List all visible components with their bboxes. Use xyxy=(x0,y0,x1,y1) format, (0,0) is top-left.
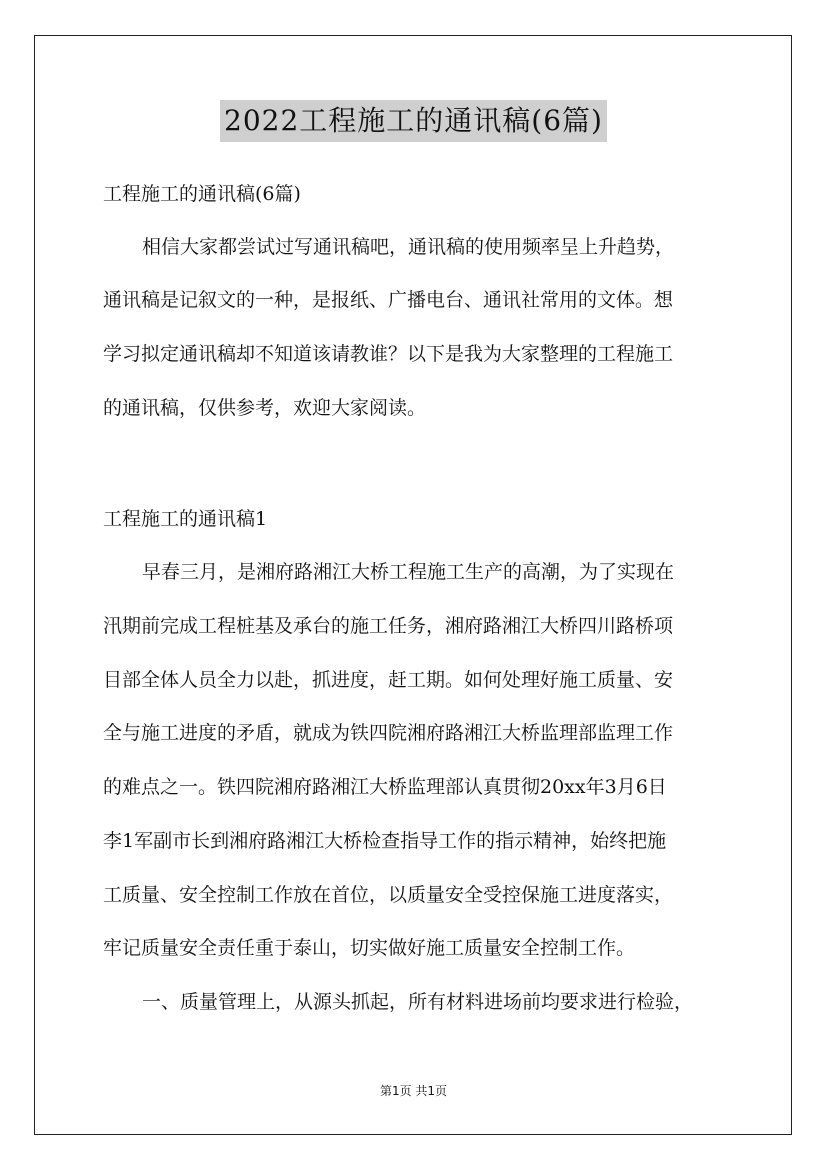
section-heading: 工程施工的通讯稿1 xyxy=(103,508,268,530)
title-block xyxy=(0,100,827,142)
intro-line-1: 相信大家都尝试过写通讯稿吧，通讯稿的使用频率呈上升趋势， xyxy=(142,236,675,258)
body-line-6: 李1军副市长到湘府路湘江大桥检查指导工作的指示精神，始终把施 xyxy=(103,830,667,852)
page-footer: 第1页 共1页 xyxy=(379,1084,448,1098)
body-line-7: 工质量、安全控制工作放在首位，以质量安全受控保施工进度落实， xyxy=(103,884,674,906)
body-line-3: 目部全体人员全力以赴，抓进度，赶工期。如何处理好施工质量、安 xyxy=(103,669,674,691)
intro-line-4: 的通讯稿，仅供参考，欢迎大家阅读。 xyxy=(103,397,427,419)
intro-line-3: 学习拟定通讯稿却不知道该请教谁？以下是我为大家整理的工程施工 xyxy=(103,343,674,365)
subtitle: 工程施工的通讯稿(6篇) xyxy=(103,183,301,205)
intro-line-2: 通讯稿是记叙文的一种，是报纸、广播电台、通讯社常用的文体。想 xyxy=(103,289,674,311)
body-line-5: 的难点之一。铁四院湘府路湘江大桥监理部认真贯彻20xx年3月6日 xyxy=(103,776,667,798)
body-line-2: 汛期前完成工程桩基及承台的施工任务，湘府路湘江大桥四川路桥项 xyxy=(103,615,674,637)
document-title: 2022工程施工的通讯稿(6篇) xyxy=(220,100,607,142)
body-line-4: 全与施工进度的矛盾，就成为铁四院湘府路湘江大桥监理部监理工作 xyxy=(103,722,674,744)
body-line-9: 一、质量管理上，从源头抓起，所有材料进场前均要求进行检验， xyxy=(142,991,694,1013)
body-line-8: 牢记质量安全责任重于泰山，切实做好施工质量安全控制工作。 xyxy=(103,937,636,959)
body-line-1: 早春三月，是湘府路湘江大桥工程施工生产的高潮，为了实现在 xyxy=(142,561,675,583)
